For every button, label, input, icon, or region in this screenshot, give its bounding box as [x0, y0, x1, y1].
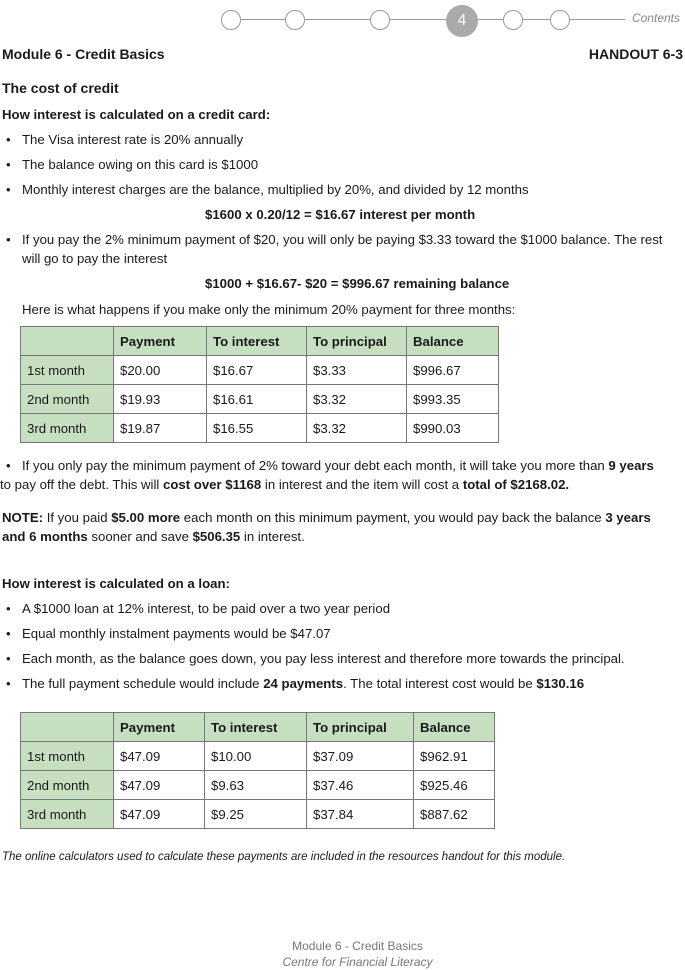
header-cell: To interest — [205, 713, 307, 742]
list-item: • Each month, as the balance goes down, you pay less interest and therefore more towards the principal. — [8, 651, 625, 666]
cell: $993.35 — [407, 385, 499, 414]
cell: $9.25 — [205, 800, 307, 829]
step-dot[interactable] — [503, 10, 523, 30]
cell: 3rd month — [21, 800, 114, 829]
section-title: The cost of credit — [2, 80, 119, 96]
cell: $887.62 — [414, 800, 495, 829]
loan-heading: How interest is calculated on a loan: — [2, 576, 230, 591]
header-cell: To principal — [307, 713, 414, 742]
cell: 1st month — [21, 356, 114, 385]
header-cell: Payment — [114, 713, 205, 742]
table-row — [21, 771, 495, 800]
table-intro: Here is what happens if you make only the minimum 20% payment for three months: — [22, 302, 516, 317]
table-row — [21, 356, 499, 385]
step-dot[interactable] — [221, 10, 241, 30]
cell: 2nd month — [21, 385, 114, 414]
cell: 3rd month — [21, 414, 114, 443]
list-item: • Monthly interest charges are the balance, multiplied by 20%, and divided by 12 months — [8, 182, 529, 197]
cell: $37.84 — [307, 800, 414, 829]
cell: $20.00 — [114, 356, 207, 385]
step-dot[interactable] — [285, 10, 305, 30]
table-row — [21, 414, 499, 443]
footer-module: Module 6 - Credit Basics — [292, 939, 423, 953]
formula: $1600 x 0.20/12 = $16.67 interest per month — [205, 207, 476, 222]
list-item: • Equal monthly instalment payments would be $47.07 — [8, 626, 331, 641]
list-item: • A $1000 loan at 12% interest, to be paid over a two year period — [8, 601, 390, 616]
cell: $47.09 — [114, 800, 205, 829]
header-cell: Payment — [114, 327, 207, 356]
cell: $990.03 — [407, 414, 499, 443]
cell: $925.46 — [414, 771, 495, 800]
table-row — [21, 385, 499, 414]
cell: $962.91 — [414, 742, 495, 771]
cell: $9.63 — [205, 771, 307, 800]
contents-link[interactable]: Contents — [631, 11, 680, 25]
loan-table — [20, 712, 495, 829]
header-cell: Balance — [414, 713, 495, 742]
formula: $1000 + $16.67- $20 = $996.67 remaining balance — [205, 276, 510, 291]
footnote: The online calculators used to calculate these payments are included in the resources handout for this module. — [2, 851, 566, 863]
cell: $996.67 — [407, 356, 499, 385]
cell: $16.55 — [207, 414, 307, 443]
cell: 1st month — [21, 742, 114, 771]
cell: $37.09 — [307, 742, 414, 771]
footer-org: Centre for Financial Literacy — [282, 955, 433, 969]
cell: $47.09 — [114, 771, 205, 800]
list-item: • If you only pay the minimum payment of 2% toward your debt each month, it will take you more than 9 years to pay off the debt. This will cost over $1168 in interest and the item will cost a total of $2168.02. — [8, 458, 654, 492]
cell: $47.09 — [114, 742, 205, 771]
step-dot[interactable] — [370, 10, 390, 30]
note: NOTE: If you paid $5.00 more each month on this minimum payment, you would pay back the balance 3 years and 6 months sooner and save $506.35 in interest. — [2, 510, 651, 544]
table-row — [21, 800, 495, 829]
card-heading: How interest is calculated on a credit card: — [2, 107, 271, 122]
cell: 2nd month — [21, 771, 114, 800]
list-item: • The full payment schedule would include 24 payments. The total interest cost would be $130.16 — [8, 676, 584, 691]
module-title: Module 6 - Credit Basics — [2, 46, 165, 62]
cell: $3.32 — [307, 385, 407, 414]
header-cell: To interest — [207, 327, 307, 356]
cell: $16.67 — [207, 356, 307, 385]
cell: $3.32 — [307, 414, 407, 443]
list-item: • If you pay the 2% minimum payment of $20, you will only be paying $3.33 toward the $1000 balance. The rest will go to pay the interest — [8, 232, 662, 266]
header-cell — [21, 713, 114, 742]
progress-nav — [205, 0, 625, 40]
header-cell: To principal — [307, 327, 407, 356]
list-item: • The Visa interest rate is 20% annually — [8, 132, 243, 147]
current-step[interactable]: 4 — [446, 5, 478, 37]
cell: $19.93 — [114, 385, 207, 414]
list-item: • The balance owing on this card is $1000 — [8, 157, 258, 172]
step-dot[interactable] — [550, 10, 570, 30]
handout-number: HANDOUT 6-3 — [588, 46, 683, 62]
cell: $3.33 — [307, 356, 407, 385]
cell: $19.87 — [114, 414, 207, 443]
cell: $37.46 — [307, 771, 414, 800]
cell: $10.00 — [205, 742, 307, 771]
table-row — [21, 742, 495, 771]
header-cell: Balance — [407, 327, 499, 356]
credit-card-table — [20, 326, 499, 443]
cell: $16.61 — [207, 385, 307, 414]
header-cell — [21, 327, 114, 356]
